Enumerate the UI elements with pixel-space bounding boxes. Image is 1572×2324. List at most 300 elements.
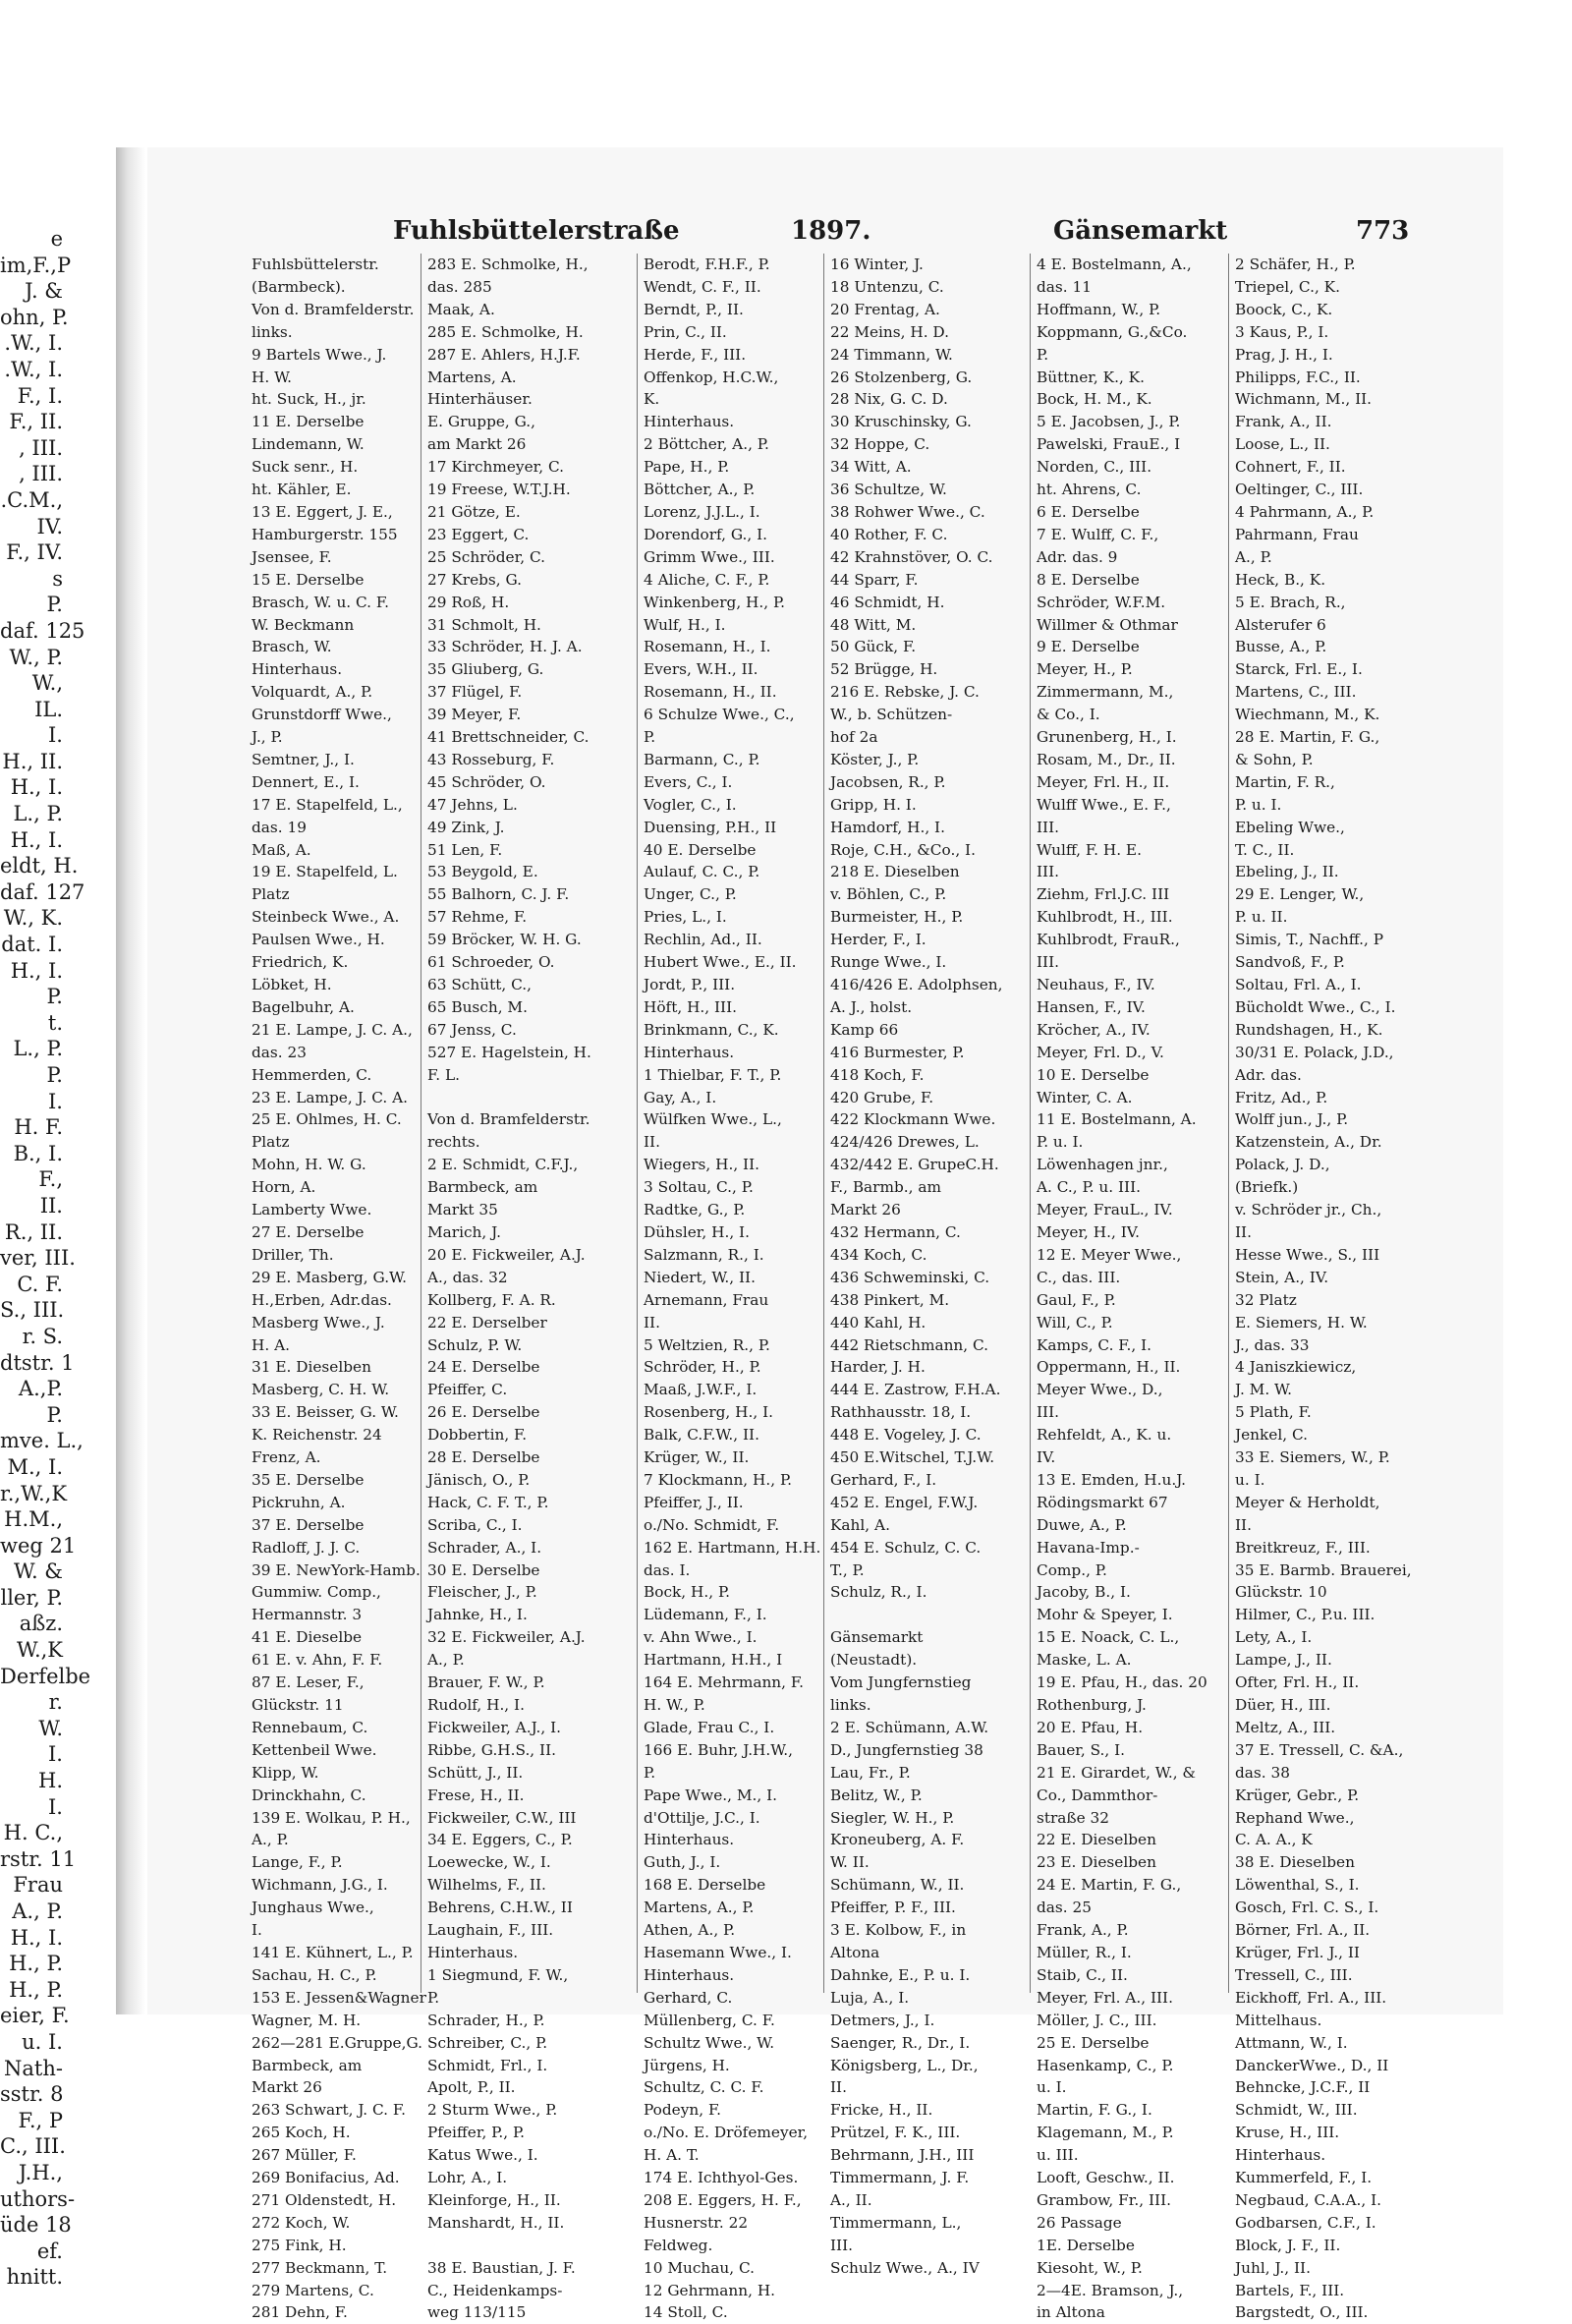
directory-line: Scriba, C., I. — [427, 1515, 523, 1534]
directory-line: Detmers, J., I. — [830, 2011, 935, 2029]
directory-line: Wendt, C. F., II. — [644, 277, 761, 296]
directory-line: Fleischer, J., P. — [427, 1583, 537, 1602]
previous-page-fragment: S., III. — [0, 1298, 65, 1323]
directory-line: Kettenbeil Wwe. — [252, 1740, 377, 1759]
directory-line: Altona — [830, 1943, 880, 1961]
directory-line: Winkenberg, H., P. — [644, 593, 786, 611]
directory-line: Büttner, K., K. — [1037, 368, 1145, 386]
directory-line: o./No. E. Dröfemeyer, — [644, 2124, 809, 2142]
directory-line: 1 Siegmund, F. W., — [427, 1965, 569, 1984]
directory-line: 67 Jenss, C. — [427, 1020, 517, 1039]
directory-line: 432/442 E. GrupeC.H. — [830, 1156, 999, 1174]
directory-line: 33 E. Siemers, W., P. — [1235, 1448, 1390, 1467]
previous-page-fragment: ver, III. — [0, 1246, 76, 1271]
directory-line: am Markt 26 — [427, 435, 527, 454]
directory-line: 34 Witt, A. — [830, 458, 912, 477]
directory-line: 1E. Derselbe — [1037, 2236, 1135, 2254]
previous-page-fragment: H., I. — [10, 775, 63, 800]
directory-line: Ebeling Wwe., — [1235, 818, 1345, 836]
directory-line: 23 E. Lampe, J. C. A. — [252, 1088, 409, 1106]
directory-line: Kahl, A. — [830, 1515, 890, 1534]
directory-line: 420 Grube, F. — [830, 1088, 934, 1106]
previous-page-fragment: W. — [38, 1716, 63, 1740]
directory-line: rechts. — [427, 1133, 480, 1152]
directory-line: 39 E. NewYork-Hamb. — [252, 1560, 421, 1579]
directory-line: Dobbertin, F. — [427, 1426, 528, 1445]
directory-line: Fuhlsbüttelerstr. — [252, 255, 379, 273]
directory-line: Evers, C., I. — [644, 772, 733, 791]
directory-line: Apolt, P., II. — [427, 2078, 516, 2097]
directory-line: Möller, J. C., III. — [1037, 2011, 1157, 2029]
directory-line: 2 E. Schmidt, C.F.J., — [427, 1156, 579, 1174]
directory-line: Dorendorf, G., I. — [644, 525, 768, 543]
directory-line: IV. — [1037, 1448, 1056, 1467]
directory-line: Dennert, E., I. — [252, 772, 360, 791]
directory-line: 272 Koch, W. — [252, 2213, 351, 2232]
directory-line: 22 E. Derselber — [427, 1313, 547, 1332]
directory-line: Schröder, W.F.M. — [1037, 593, 1166, 611]
directory-line: 452 E. Engel, F.W.J. — [830, 1493, 979, 1511]
directory-line: 24 E. Martin, F. G., — [1037, 1876, 1182, 1895]
directory-line: W. II. — [830, 1853, 870, 1872]
directory-line: Podeyn, F. — [644, 2101, 722, 2120]
previous-page-fragment: A.,P. — [18, 1377, 63, 1401]
directory-line: Düer, H., III. — [1235, 1696, 1331, 1714]
directory-line: Wulff, F. H. E. — [1037, 840, 1142, 859]
previous-page-fragment: F., I. — [17, 383, 63, 408]
directory-line: Hinterhäuser. — [427, 390, 533, 409]
directory-line: D., Jungfernstieg 38 — [830, 1740, 983, 1759]
previous-page-fragment: R., II. — [4, 1219, 63, 1244]
directory-line: Pawelski, FrauE., I — [1037, 435, 1181, 454]
previous-page-fragment: W., K. — [3, 906, 63, 931]
previous-page-fragment: rstr. 11 — [0, 1846, 77, 1871]
directory-line: Ribbe, G.H.S., II. — [427, 1740, 556, 1759]
directory-line: Hansen, F., IV. — [1037, 997, 1146, 1016]
previous-page-fragment: , III. — [19, 462, 63, 486]
directory-line: Feldweg. — [644, 2236, 713, 2254]
directory-line: Martens, C., III. — [1235, 683, 1357, 702]
directory-line: 5 E. Brach, R., — [1235, 593, 1346, 611]
directory-line: & Co., I. — [1037, 706, 1100, 724]
directory-line: 29 E. Masberg, G.W. — [252, 1268, 407, 1286]
directory-line: 11 E. Derselbe — [252, 413, 365, 431]
directory-line: Laughain, F., III. — [427, 1921, 554, 1940]
directory-line: Schulz, P. W. — [427, 1335, 523, 1354]
directory-line: 33 Schröder, H. J. A. — [427, 638, 583, 656]
directory-line: Timmermann, J. F. — [830, 2169, 970, 2187]
directory-line: Meyer, Frl. H., II. — [1037, 772, 1170, 791]
previous-page-fragment: e — [50, 227, 63, 251]
directory-line: 434 Koch, C. — [830, 1245, 927, 1264]
directory-line: Hinterhaus. — [427, 1943, 519, 1961]
directory-line: Behrens, C.H.W., II — [427, 1899, 573, 1917]
directory-line: E. Siemers, H. W. — [1235, 1313, 1368, 1332]
directory-line: Bagelbuhr, A. — [252, 997, 355, 1016]
directory-line: C. A. A., K — [1235, 1831, 1313, 1849]
directory-line: 5 Weltzien, R., P. — [644, 1335, 770, 1354]
directory-line: Schultz Wwe., W. — [644, 2033, 775, 2052]
previous-page-fragment: H. F. — [14, 1115, 63, 1140]
previous-page-fragment: A., P. — [12, 1899, 63, 1923]
directory-line: III. — [1037, 1403, 1059, 1422]
directory-line: 208 E. Eggers, H. F., — [644, 2190, 802, 2209]
previous-page-fragment: IL. — [34, 697, 63, 721]
directory-line: weg 113/115 — [427, 2303, 527, 2322]
directory-line: W. Beckmann — [252, 615, 355, 634]
directory-line: Hasemann Wwe., I. — [644, 1943, 792, 1961]
directory-line: Will, C., P. — [1037, 1313, 1113, 1332]
directory-line: 3 Kaus, P., I. — [1235, 322, 1329, 341]
directory-line: 12 Gehrmann, H. — [644, 2281, 776, 2299]
directory-line: 50 Gück, F. — [830, 638, 917, 656]
directory-line: Lampe, J., II. — [1235, 1651, 1332, 1670]
directory-line: 2 Sturm Wwe., P. — [427, 2101, 558, 2120]
directory-line: 2 Schäfer, H., P. — [1235, 255, 1356, 273]
previous-page-edge — [0, 226, 91, 2290]
directory-line: Jacoby, B., I. — [1037, 1583, 1131, 1602]
directory-line: Wichmann, M., II. — [1235, 390, 1373, 409]
directory-line: Rosemann, H., I. — [644, 638, 771, 656]
directory-line: A., P. — [427, 1651, 465, 1670]
directory-line: Gerhard, C. — [644, 1988, 733, 2007]
directory-line: 262—281 E.Gruppe,G. — [252, 2033, 423, 2052]
book-gutter — [116, 147, 145, 2014]
directory-line: 48 Witt, M. — [830, 615, 917, 634]
directory-line: Evers, W.H., II. — [644, 660, 758, 679]
directory-line: Masberg, C. H. W. — [252, 1381, 390, 1399]
directory-line: 52 Brügge, H. — [830, 660, 938, 679]
directory-line: E. Gruppe, G., — [427, 413, 536, 431]
directory-line: Platz — [252, 1133, 290, 1152]
directory-line: links. — [830, 1696, 871, 1714]
previous-page-fragment: .W., I. — [4, 331, 63, 356]
directory-line: Schulz Wwe., A., IV — [830, 2258, 980, 2277]
directory-line: Markt 35 — [427, 1201, 498, 1219]
directory-line: 6 Schulze Wwe., C., — [644, 706, 795, 724]
directory-line: 9 E. Derselbe — [1037, 638, 1140, 656]
directory-line — [824, 1604, 999, 1626]
directory-line: 59 Bröcker, W. H. G. — [427, 931, 582, 949]
directory-line: Hubert Wwe., E., II. — [644, 953, 797, 972]
previous-page-fragment: üde 18 — [0, 2213, 72, 2238]
directory-line: Looft, Geschw., II. — [1037, 2169, 1175, 2187]
directory-line: Jsensee, F. — [252, 547, 332, 566]
directory-line: v. Böhlen, C., P. — [830, 885, 947, 904]
directory-line: Marich, J. — [427, 1222, 501, 1241]
directory-line: Arnemann, Frau — [644, 1290, 769, 1309]
directory-line: 17 Kirchmeyer, C. — [427, 458, 565, 477]
directory-column-3 — [637, 254, 821, 2322]
directory-line: Manshardt, H., II. — [427, 2213, 565, 2232]
previous-page-fragment: I. — [48, 1089, 63, 1113]
directory-line: Hermannstr. 3 — [252, 1606, 363, 1624]
directory-line: Meyer Wwe., D., — [1037, 1381, 1163, 1399]
directory-line: Runge Wwe., I. — [830, 953, 947, 972]
directory-line: Timmermann, L., — [830, 2213, 962, 2232]
directory-line: 31 Schmolt, H. — [427, 615, 541, 634]
header-year: 1897. — [791, 216, 871, 246]
directory-line: Friedrich, K. — [252, 953, 349, 972]
directory-line: P. u. II. — [1235, 908, 1288, 927]
directory-line: Pahrmann, Frau — [1235, 525, 1359, 543]
directory-line: Jänisch, O., P. — [427, 1470, 531, 1489]
directory-line: Jahnke, H., I. — [427, 1606, 528, 1624]
directory-line: Katzenstein, A., Dr. — [1235, 1133, 1382, 1152]
directory-line: & Sohn, P. — [1235, 750, 1314, 768]
directory-line: Herder, F., I. — [830, 931, 926, 949]
directory-line: 5 E. Jacobsen, J., P. — [1037, 413, 1181, 431]
directory-line: Rephand Wwe., — [1235, 1808, 1355, 1827]
directory-line: Berodt, F.H.F., P. — [644, 255, 770, 273]
directory-line: Mittelhaus. — [1235, 2011, 1322, 2029]
directory-line: Staib, C., II. — [1037, 1965, 1128, 1984]
directory-line: Platz — [252, 885, 290, 904]
directory-line: Klipp, W. — [252, 1763, 319, 1782]
directory-line: 30 E. Derselbe — [427, 1560, 540, 1579]
directory-line: 5 Plath, F. — [1235, 1403, 1312, 1422]
directory-line: A., II. — [830, 2190, 872, 2209]
directory-line: o./No. Schmidt, F. — [644, 1515, 780, 1534]
directory-line: Hartmann, H.H., I — [644, 1651, 783, 1670]
directory-line: 26 E. Derselbe — [427, 1403, 540, 1422]
directory-line: Meyer & Herholdt, — [1235, 1493, 1380, 1511]
directory-line: Berndt, P., II. — [644, 300, 744, 318]
directory-line: Steinbeck Wwe., A. — [252, 908, 400, 927]
directory-line: 65 Busch, M. — [427, 997, 528, 1016]
directory-line: Jenkel, C. — [1235, 1426, 1308, 1445]
directory-line: hof 2a — [830, 728, 878, 747]
previous-page-fragment: u. I. — [22, 2029, 63, 2054]
directory-line: Salzmann, R., I. — [644, 1245, 764, 1264]
directory-line: Bücholdt Wwe., C., I. — [1235, 997, 1396, 1016]
previous-page-fragment: r.,W.,K — [0, 1481, 68, 1505]
directory-line: 37 Flügel, F. — [427, 683, 523, 702]
directory-line: Eickhoff, Frl. A., III. — [1235, 1988, 1387, 2007]
directory-line: H. W. — [252, 368, 292, 386]
directory-line: 10 E. Derselbe — [1037, 1065, 1150, 1084]
directory-line: Krüger, Frl. J., II — [1235, 1943, 1360, 1961]
directory-line: Hasenkamp, C., P. — [1037, 2056, 1174, 2074]
directory-line: Lety, A., I. — [1235, 1628, 1313, 1647]
previous-page-fragment: hnitt. — [6, 2265, 63, 2290]
directory-line: Hinterhaus. — [644, 1043, 735, 1061]
directory-line: 422 Klockmann Wwe. — [830, 1110, 996, 1129]
directory-line: 22 E. Dieselben — [1037, 1831, 1156, 1849]
directory-line: Pape, H., P. — [644, 458, 730, 477]
directory-line: Bargstedt, O., III. — [1235, 2303, 1369, 2322]
directory-line: Müller, R., I. — [1037, 1943, 1132, 1961]
directory-line: Frank, A., P. — [1037, 1921, 1129, 1940]
directory-line: Lorenz, J.J.L., I. — [644, 502, 760, 521]
directory-line: Gummiw. Comp., — [252, 1583, 381, 1602]
directory-line: Norden, C., III. — [1037, 458, 1152, 477]
directory-line: 438 Pinkert, M. — [830, 1290, 950, 1309]
directory-line: Barmbeck, am — [427, 1178, 538, 1197]
previous-page-fragment: .C.M., — [0, 487, 63, 512]
directory-line: 432 Hermann, C. — [830, 1222, 961, 1241]
directory-line: Hinterhaus. — [644, 1965, 735, 1984]
directory-line: Athen, A., P. — [644, 1921, 736, 1940]
directory-line: Behrmann, J.H., III — [830, 2146, 975, 2165]
previous-page-fragment: eldt, H. — [0, 854, 79, 879]
directory-line: Bock, H., P. — [644, 1583, 730, 1602]
previous-page-fragment: dat. I. — [1, 933, 63, 957]
directory-line: Rehfeldt, A., K. u. — [1037, 1426, 1172, 1445]
directory-line: 30/31 E. Polack, J.D., — [1235, 1043, 1394, 1061]
directory-line: ht. Kähler, E. — [252, 481, 352, 499]
directory-line: 218 E. Dieselben — [830, 863, 960, 881]
directory-line: A. C., P. u. III. — [1037, 1178, 1142, 1197]
directory-line: Grambow, Fr., III. — [1037, 2190, 1171, 2209]
directory-line: I. — [252, 1921, 262, 1940]
directory-line: Gripp, H. I. — [830, 795, 917, 814]
directory-line: Kiesoht, W., P. — [1037, 2258, 1143, 2277]
directory-line: 45 Schröder, O. — [427, 772, 546, 791]
directory-line: 38 E. Baustian, J. F. — [427, 2258, 576, 2277]
directory-line: das. 285 — [427, 277, 492, 296]
directory-line: Pfeiffer, C. — [427, 1381, 508, 1399]
previous-page-fragment: F., IV. — [6, 540, 63, 565]
previous-page-fragment: H., I. — [10, 1925, 63, 1950]
directory-line: 14 Stoll, C. — [644, 2303, 728, 2322]
directory-line: 263 Schwart, J. C. F. — [252, 2101, 407, 2120]
directory-line: Höft, H., III. — [644, 997, 738, 1016]
directory-line: Pickruhn, A. — [252, 1493, 346, 1511]
directory-line: u. I. — [1037, 2078, 1067, 2097]
previous-page-fragment: .W., I. — [4, 357, 63, 381]
directory-line: 37 E. Derselbe — [252, 1515, 365, 1534]
directory-line: in Altona — [1037, 2303, 1105, 2322]
directory-line: 267 Müller, F. — [252, 2146, 357, 2165]
directory-line: Hilmer, C., P.u. III. — [1235, 1606, 1376, 1624]
directory-line: Markt 26 — [830, 1201, 901, 1219]
directory-line: 19 E. Stapelfeld, L. — [252, 863, 398, 881]
directory-line: Kummerfeld, F., I. — [1235, 2169, 1373, 2187]
previous-page-fragment: im,F.,P — [0, 253, 72, 277]
directory-line: Glade, Frau C., I. — [644, 1718, 775, 1736]
directory-line: Klagemann, M., P. — [1037, 2124, 1174, 2142]
previous-page-fragment: daf. 127 — [0, 879, 85, 904]
directory-line: 34 E. Eggers, C., P. — [427, 1831, 573, 1849]
directory-line: 424/426 Drewes, L. — [830, 1133, 980, 1152]
directory-line: Rathhausstr. 18, I. — [830, 1403, 972, 1422]
directory-line: A., P. — [1235, 547, 1272, 566]
directory-line: 6 E. Derselbe — [1037, 502, 1140, 521]
directory-line: Meyer, H., P. — [1037, 660, 1133, 679]
directory-line: 9 Bartels Wwe., J. — [252, 345, 387, 364]
directory-line: 7 E. Wulff, C. F., — [1037, 525, 1159, 543]
directory-line: Soltau, Frl. A., I. — [1235, 976, 1362, 993]
directory-line: Sachau, H. C., P. — [252, 1965, 377, 1984]
directory-line: 41 Brettschneider, C. — [427, 728, 590, 747]
directory-column-1 — [246, 254, 426, 2322]
directory-line: J. M. W. — [1235, 1381, 1292, 1399]
directory-line: Hoffmann, W., P. — [1037, 300, 1161, 318]
previous-page-fragment: F., P — [18, 2108, 63, 2132]
directory-line: Offenkop, H.C.W., — [644, 368, 779, 386]
directory-line: 174 E. Ichthyol-Ges. — [644, 2169, 799, 2187]
directory-line: Rosemann, H., II. — [644, 683, 777, 702]
directory-line: Mohn, H. W. G. — [252, 1156, 366, 1174]
directory-line: Brasch, W. u. C. F. — [252, 593, 389, 611]
previous-page-fragment: sstr. 8 — [0, 2082, 64, 2107]
directory-line: W., b. Schützen- — [830, 706, 953, 724]
directory-line: Meltz, A., III. — [1235, 1718, 1336, 1736]
directory-line: 15 E. Noack, C. L., — [1037, 1628, 1180, 1647]
header-street-left: Fuhlsbüttelerstraße — [393, 216, 680, 246]
previous-page-fragment: ef. — [36, 2239, 63, 2263]
directory-line: 32 Hoppe, C. — [830, 435, 930, 454]
directory-line: 440 Kahl, H. — [830, 1313, 926, 1332]
previous-page-fragment: II. — [39, 1193, 63, 1218]
directory-line: Kleinforge, H., II. — [427, 2190, 561, 2209]
directory-line: Lohr, A., I. — [427, 2169, 508, 2187]
previous-page-fragment: dtstr. 1 — [0, 1350, 75, 1375]
directory-column-6 — [1228, 254, 1412, 2322]
header-street-right: Gänsemarkt — [1053, 216, 1228, 246]
directory-line: P. — [1037, 345, 1049, 364]
directory-line: Suck senr., H. — [252, 458, 359, 477]
directory-line: 46 Schmidt, H. — [830, 593, 945, 611]
previous-page-fragment: H., P. — [9, 1952, 63, 1976]
directory-line: 26 Stolzenberg, G. — [830, 368, 973, 386]
directory-line: H. A. — [252, 1335, 290, 1354]
directory-line: A., P. — [252, 1831, 289, 1849]
directory-line: 3 Soltau, C., P. — [644, 1178, 754, 1197]
previous-page-fragment: F., II. — [9, 410, 63, 434]
previous-page-fragment: W., — [31, 671, 63, 696]
directory-line: 31 E. Dieselben — [252, 1358, 371, 1377]
directory-line: Jürgens, H. — [644, 2056, 730, 2074]
directory-line: 416/426 E. Adolphsen, — [830, 976, 1003, 993]
previous-page-fragment: Derfelbe — [0, 1664, 91, 1688]
directory-line: Duensing, P.H., II — [644, 818, 777, 836]
previous-page-fragment: H., I. — [10, 827, 63, 852]
directory-line: T. C., II. — [1235, 840, 1295, 859]
directory-line: Pape Wwe., M., I. — [644, 1786, 778, 1804]
previous-page-fragment: s — [52, 566, 63, 591]
previous-page-fragment: Frau — [13, 1873, 63, 1898]
directory-line: J., das. 33 — [1235, 1335, 1310, 1354]
previous-page-fragment: uthors- — [0, 2186, 76, 2211]
directory-line: A. J., holst. — [830, 997, 913, 1016]
directory-line: J., P. — [252, 728, 283, 747]
directory-line: Lau, Fr., P. — [830, 1763, 911, 1782]
directory-line: Schrader, H., P. — [427, 2011, 545, 2029]
directory-line: 13 E. Emden, H.u.J. — [1037, 1470, 1187, 1489]
directory-line: A., das. 32 — [427, 1268, 508, 1286]
directory-line: II. — [644, 1133, 660, 1152]
directory-line: v. Schröder jr., Ch., — [1235, 1201, 1382, 1219]
directory-line: 11 E. Bostelmann, A. — [1037, 1110, 1197, 1129]
directory-line: Saenger, R., Dr., I. — [830, 2033, 971, 2052]
directory-line: Aulauf, C. C., P. — [644, 863, 760, 881]
directory-line: Hesse Wwe., S., III — [1235, 1245, 1380, 1264]
directory-line: II. — [644, 1313, 660, 1332]
directory-line: Katus Wwe., I. — [427, 2146, 538, 2165]
directory-line: 61 E. v. Ahn, F. F. — [252, 1651, 383, 1670]
directory-line: Frese, H., II. — [427, 1786, 525, 1804]
directory-line: 416 Burmester, P. — [830, 1043, 965, 1061]
directory-line: 16 Winter, J. — [830, 255, 924, 273]
directory-line: Martens, A., P. — [644, 1899, 755, 1917]
directory-line: Köster, J., P. — [830, 750, 920, 768]
directory-line: Simis, T., Nachff., P — [1235, 931, 1384, 949]
directory-line: 47 Jehns, L. — [427, 795, 518, 814]
directory-line: Loose, L., II. — [1235, 435, 1330, 454]
directory-line: 20 E. Pfau, H. — [1037, 1718, 1144, 1736]
